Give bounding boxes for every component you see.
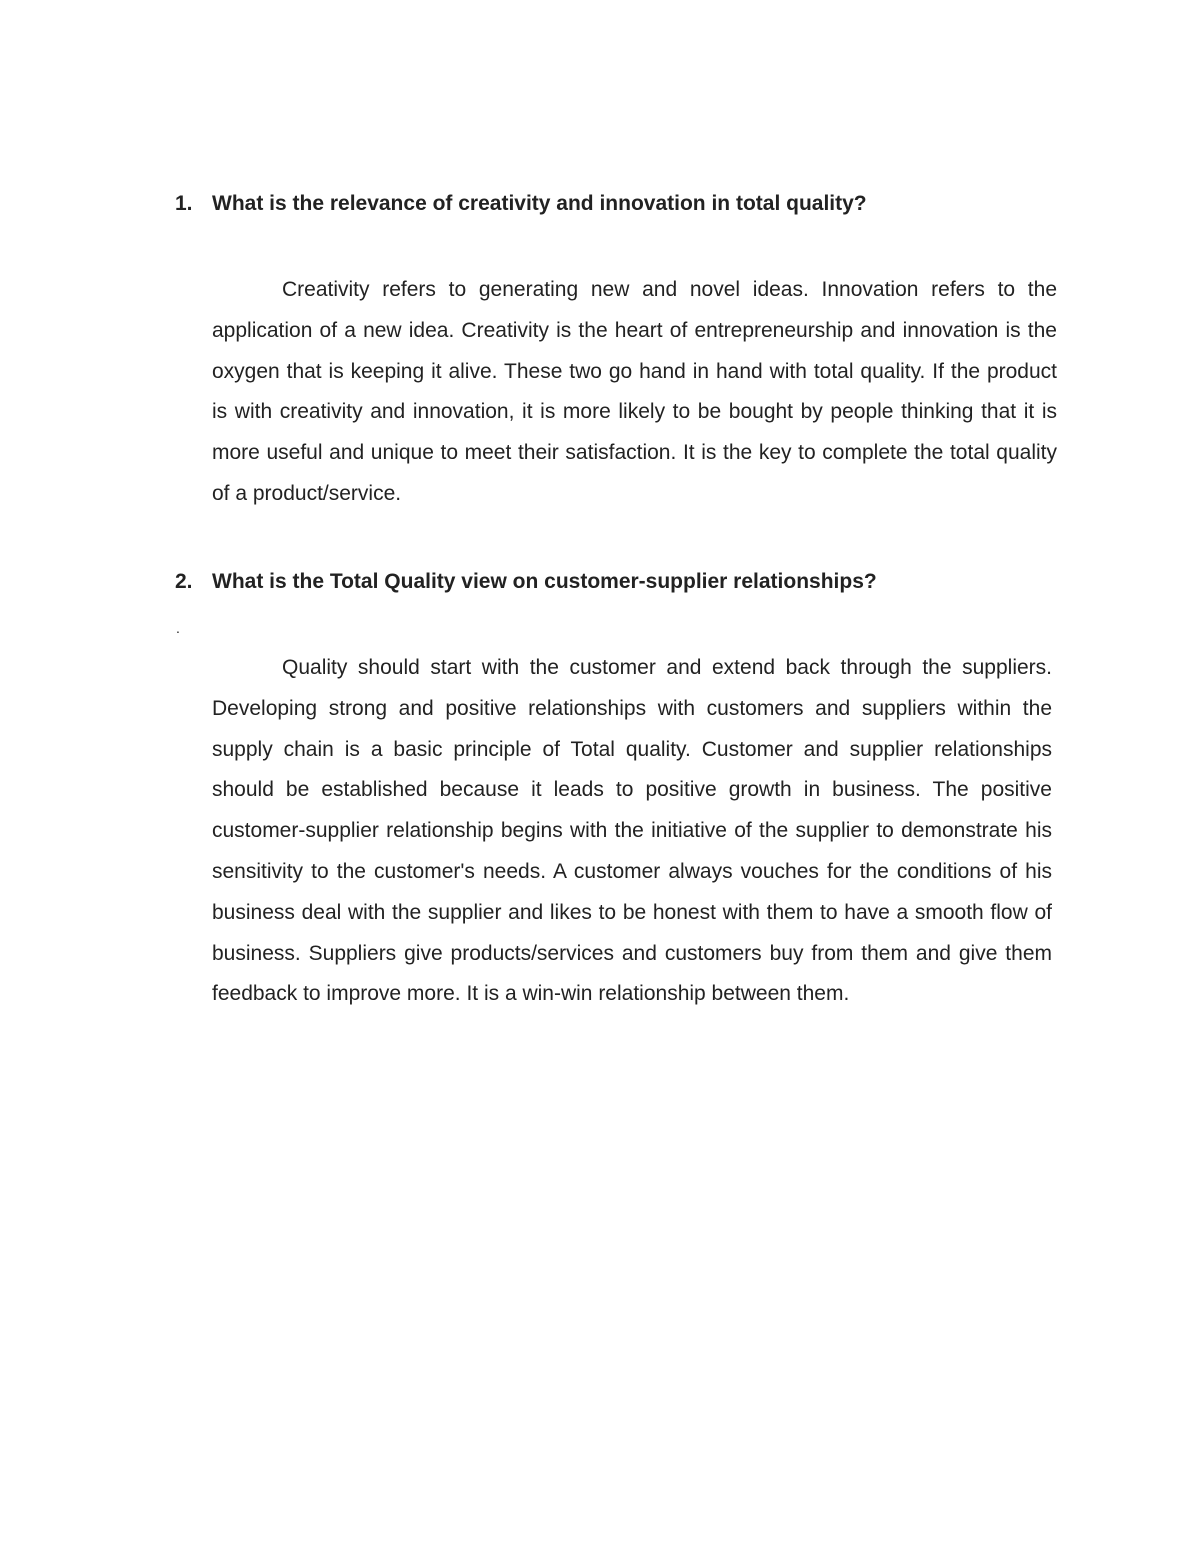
question-1-heading <box>175 190 1075 218</box>
question-1-text: What is the relevance of creativity and innovation in total quality? <box>212 192 867 215</box>
stray-period-marker: . <box>176 620 180 636</box>
question-2-text: What is the Total Quality view on customer-supplier relationships? <box>212 570 877 593</box>
question-2-number: 2. <box>175 570 193 593</box>
answer-1-paragraph: Creativity refers to generating new and novel ideas. Innovation refers to the application of a new idea. Creativity is the heart of entrepreneurship and innovation is the oxygen that is keeping it alive. These two go hand in hand with total quality. If the product is with creativity and innovation, it is more likely to be bought by people thinking that it is more useful and unique to meet their satisfaction. It is the key to complete the total quality of a product/service. <box>212 278 1057 505</box>
question-1-number: 1. <box>175 192 193 215</box>
question-2-heading <box>175 568 1075 596</box>
answer-2-paragraph: Quality should start with the customer and extend back through the suppliers. Developing strong and positive relationships with customers and suppliers within the supply chain is a basic principle of Total quality. Customer and supplier relationships should be established because it leads to positive growth in business. The positive customer-supplier relationship begins with the initiative of the supplier to demonstrate his sensitivity to the customer's needs. A customer always vouches for the conditions of his business deal with the supplier and likes to be honest with them to have a smooth flow of business. Suppliers give products/services and customers buy from them and give them feedback to improve more. It is a win-win relationship between them. <box>212 656 1052 1006</box>
